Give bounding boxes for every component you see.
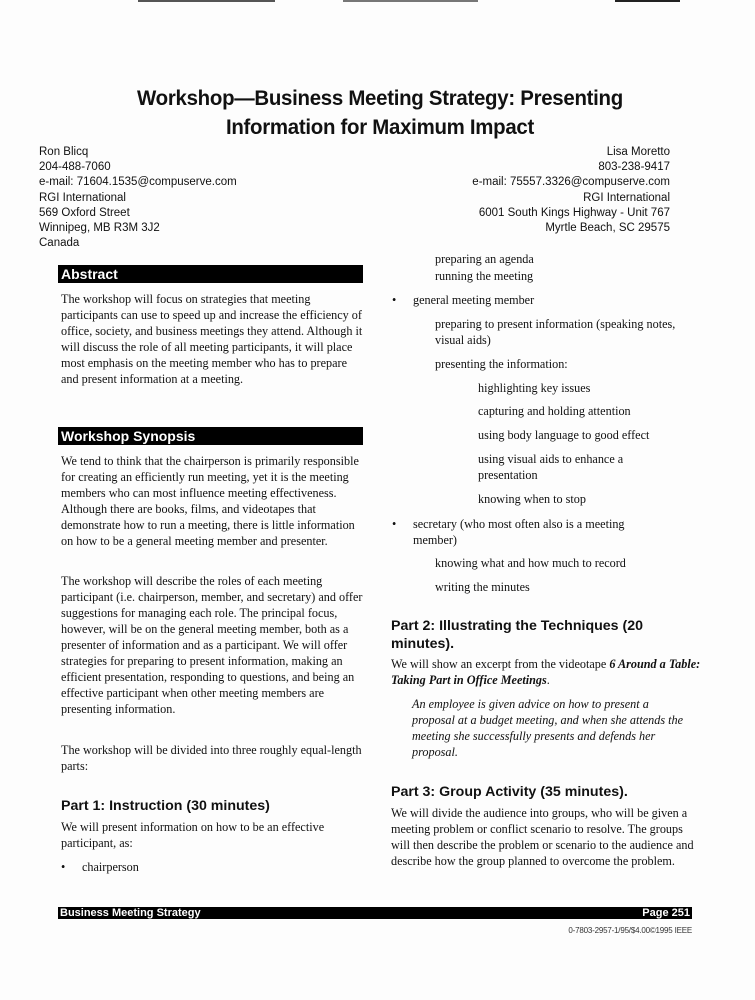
author-org: RGI International [583, 191, 670, 204]
part2-heading: Part 2: Illustrating the Techniques (20 minutes). [391, 618, 644, 652]
page-number: Page 251 [642, 907, 690, 919]
footer-running-title: Business Meeting Strategy [60, 907, 201, 919]
author-phone: 803-238-9417 [598, 161, 670, 174]
list-item: running the meeting [435, 269, 534, 283]
sub-list-item: using visual aids to enhance a presentation [478, 452, 624, 482]
author-name: Lisa Moretto [606, 146, 670, 158]
section-heading-synopsis: Workshop Synopsis [58, 427, 363, 445]
paper-title [76, 84, 684, 142]
footer-bar [58, 907, 692, 919]
author-name: Ron Blicq [39, 146, 89, 158]
author-email: e-mail: 71604.1535@compuserve.com [39, 176, 237, 189]
video-title: 6 Around a Table: Taking Part in Office Meetings [391, 657, 701, 687]
list-item: preparing to present information (speaking notes, visual aids) [435, 317, 676, 347]
author-org: RGI International [39, 191, 126, 204]
role-label: general meeting member [413, 293, 535, 307]
sub-list-item: highlighting key issues [478, 381, 591, 395]
video-description: An employee is given advice on how to present a proposal at a budget meeting, and when she attends the meeting she successfully presents and defends her proposal. [412, 697, 684, 759]
author-phone: 204-488-7060 [39, 161, 111, 174]
author-country: Canada [39, 237, 80, 250]
part3-text: We will divide the audience into groups, who will be given a meeting problem or conflict scenario to resolve. The groups will then describe the problem or scenario to the audience and describe how the group planned to overcome the problem. [391, 806, 694, 868]
bullet-general-member [392, 292, 535, 308]
abstract-text: The workshop will focus on strategies that meeting participants can use to speed up and increase the efficiency of office, society, and business meetings they attend. Although it will discuss the role of all meeting participants, it will place most emphasis on the meeting member who has to prepare and present information at a meeting. [61, 292, 363, 386]
list-item: knowing what and how much to record [435, 556, 626, 570]
list-item: preparing an agenda [435, 252, 534, 266]
title-line-1: Workshop—Business Meeting Strategy: Presenting [137, 86, 623, 110]
synopsis-paragraph-1: We tend to think that the chairperson is primarily responsible for creating an efficiently run meeting, yet it is the meeting members who can most influence meeting effectiveness. Although there are books, films, and videotapes that demonstrate how to run a meeting, there is little information on how to be a general meeting member and presenter. [61, 454, 359, 548]
synopsis-paragraph-3: The workshop will be divided into three roughly equal-length parts: [61, 743, 362, 773]
copyright-notice: 0-7803-2957-1/95/$4.00©1995 IEEE [568, 926, 692, 935]
sub-list-item: capturing and holding attention [478, 404, 631, 418]
synopsis-paragraph-2: The workshop will describe the roles of each meeting participant (i.e. chairperson, member, and secretary) and offer suggestions for managing each role. The principal focus, however, will be on the general meeting member, both as a presenter of information and as a participant. We will offer strategies for preparing to present information, making an efficient presentation, responding to questions, and being an effective participant when other meeting members are presenting information. [61, 574, 363, 716]
bullet-chairperson [61, 859, 139, 875]
section-heading-abstract: Abstract [58, 265, 363, 283]
sub-list-item: knowing when to stop [478, 492, 586, 506]
bullet-secretary [392, 516, 653, 548]
part1-intro: We will present information on how to be an effective participant, as: [61, 820, 325, 850]
sub-list-item: using body language to good effect [478, 428, 650, 442]
author-street: 6001 South Kings Highway - Unit 767 [478, 206, 670, 219]
author-city: Winnipeg, MB R3M 3J2 [39, 222, 160, 235]
part2-intro [391, 656, 703, 688]
bullet-icon: • [392, 293, 397, 307]
bullet-icon: • [392, 517, 397, 531]
part2-intro-end: . [546, 673, 550, 687]
scan-artifact-rule [343, 0, 478, 2]
part3-heading: Part 3: Group Activity (35 minutes). [391, 784, 628, 800]
author-city: Myrtle Beach, SC 29575 [545, 222, 670, 235]
scan-artifact-rule [615, 0, 680, 2]
part2-intro-text: We will show an excerpt from the videotape [391, 657, 610, 671]
author-block-2 [472, 145, 670, 236]
author-email: e-mail: 75557.3326@compuserve.com [472, 176, 670, 189]
list-item: writing the minutes [435, 580, 530, 594]
list-item: presenting the information: [435, 357, 568, 371]
author-block-1 [39, 145, 237, 251]
scan-artifact-rule [138, 0, 275, 2]
role-label: chairperson [82, 860, 139, 874]
role-label: secretary (who most often also is a meeting member) [413, 517, 625, 547]
bullet-icon: • [61, 860, 66, 874]
part1-heading: Part 1: Instruction (30 minutes) [61, 798, 270, 814]
author-street: 569 Oxford Street [39, 206, 130, 219]
title-line-2: Information for Maximum Impact [225, 115, 535, 139]
